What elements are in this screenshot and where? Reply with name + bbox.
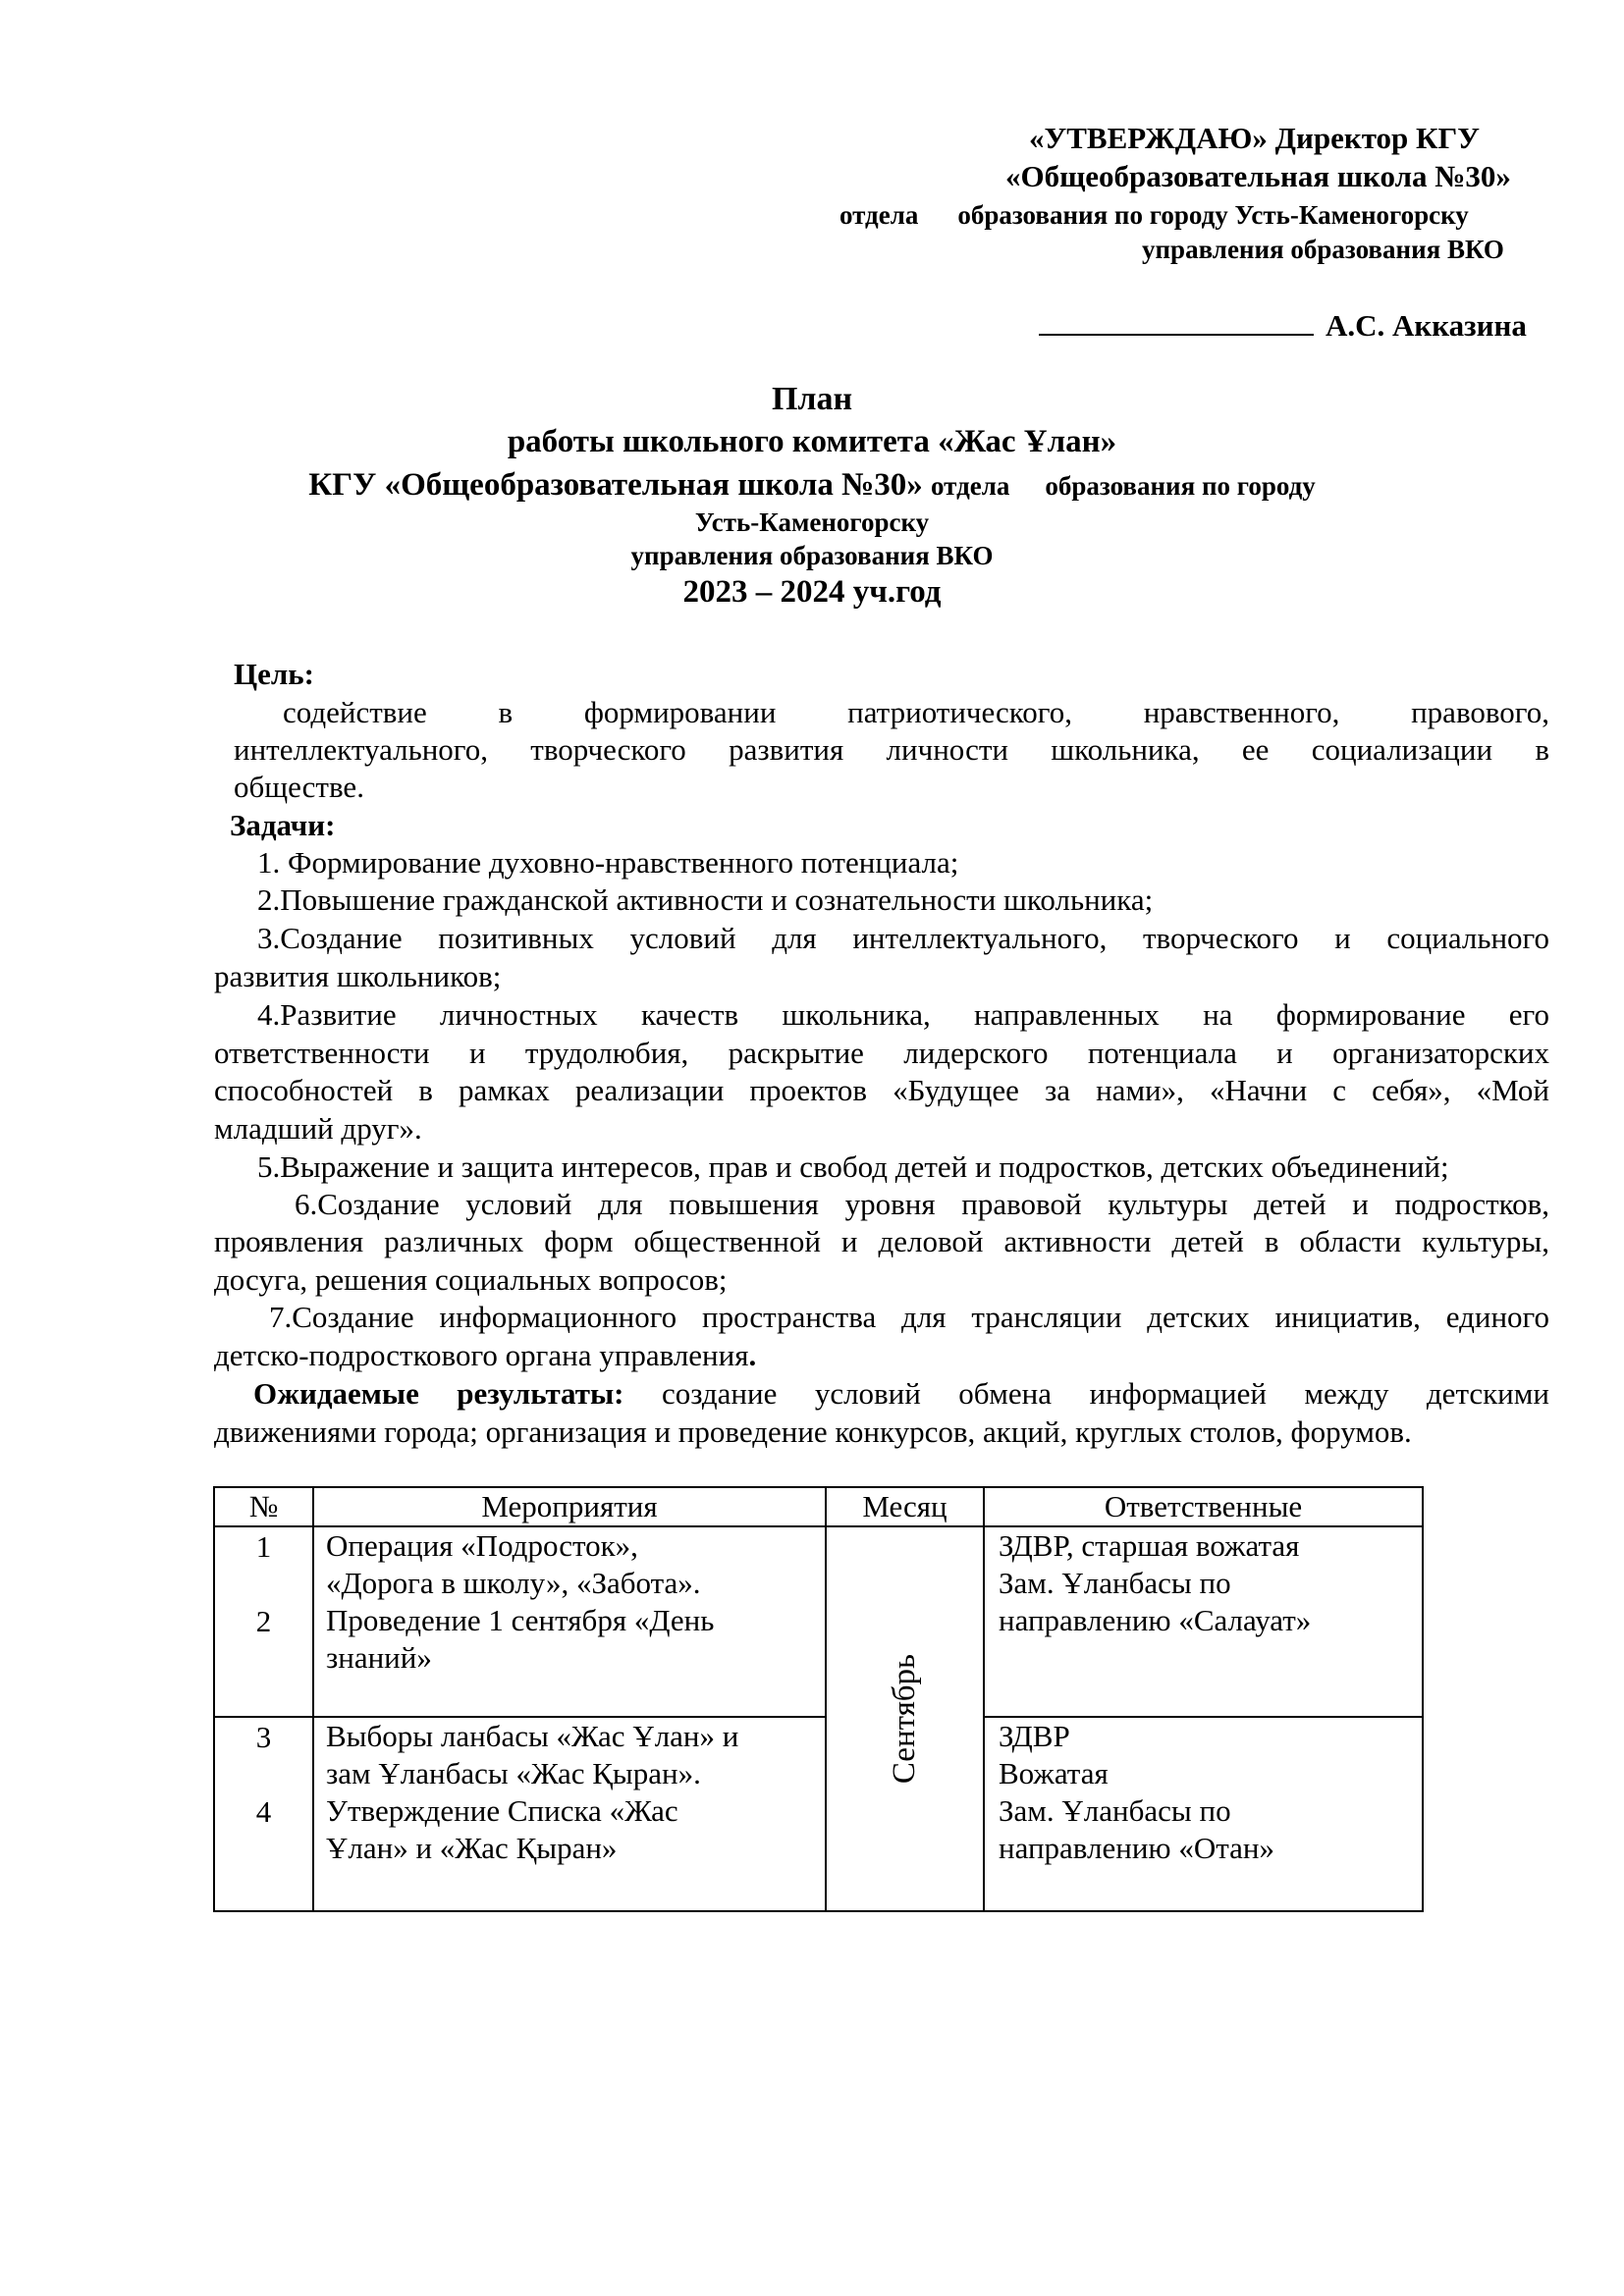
doc-title-year: 2023 – 2024 уч.год — [682, 574, 942, 610]
responsible-text: ЗДВР, старшая вожатая — [999, 1528, 1300, 1563]
doc-title-line-5: управления образования ВКО — [630, 541, 994, 570]
doc-title-line-4: Усть-Каменогорску — [694, 507, 930, 537]
task-4-line-1: 4.Развитие личностных качеств школьника, направленных на формирование его — [257, 997, 1549, 1032]
tasks-heading: Задачи: — [230, 808, 336, 842]
results-line-2: движениями города; организация и проведение конкурсов, акций, круглых столов, форумов. — [214, 1415, 1412, 1449]
row-number: 3 — [255, 1720, 272, 1754]
results-heading: Ожидаемые результаты: — [253, 1376, 624, 1411]
event-text: зам Ұланбасы «Жас Қыран». — [326, 1756, 701, 1790]
results-text-1: создание условий обмена информацией между детскими — [623, 1376, 1549, 1411]
row-events — [313, 1526, 826, 1717]
results-line-1 — [253, 1375, 1549, 1413]
event-text: знаний» — [326, 1640, 432, 1675]
task-7-line-2-dot: . — [748, 1338, 757, 1372]
task-6-line-3: досуга, решения социальных вопросов; — [214, 1262, 728, 1297]
doc-title-line-3c: образования по городу — [1045, 471, 1316, 501]
approval-line-3 — [839, 200, 1469, 231]
task-5: 5.Выражение и защита интересов, прав и свобод детей и подростков, детских объединений; — [257, 1149, 1449, 1184]
responsible-text: направлению «Отан» — [999, 1831, 1274, 1865]
approval-line-2: «Общеобразовательная школа №30» — [1005, 159, 1511, 193]
signer-name: А.С. Акказина — [1326, 308, 1527, 343]
event-text: Утверждение Списка «Жас — [326, 1793, 678, 1828]
header-responsible: Ответственные — [984, 1487, 1423, 1526]
month-cell — [826, 1526, 984, 1911]
approval-line-4: управления образования ВКО — [1142, 235, 1504, 264]
goal-heading: Цель: — [234, 657, 314, 691]
header-number: № — [214, 1487, 313, 1526]
plan-table — [213, 1486, 1424, 1912]
row-spacer — [216, 1566, 311, 1603]
approval-line-3a: отдела — [839, 200, 919, 230]
doc-title-line-2: работы школьного комитета «Жас Ұлан» — [507, 424, 1117, 459]
goal-text-line-2: интеллектуального, творческого развития личности школьника, ее социализации в — [234, 732, 1549, 767]
doc-title: План — [771, 381, 853, 417]
row-number: 1 — [255, 1529, 272, 1564]
row-spacer — [216, 1756, 311, 1793]
responsible-text: Вожатая — [999, 1756, 1109, 1790]
task-4-line-4: младший друг». — [214, 1111, 422, 1146]
row-responsible — [984, 1526, 1423, 1717]
task-7-line-1: 7.Создание информационного пространства для трансляции детских инициатив, единого — [269, 1300, 1549, 1334]
task-6-line-2: проявления различных форм общественной и деловой активности детей в области культуры, — [214, 1224, 1549, 1258]
row-numbers — [214, 1526, 313, 1717]
header-month: Месяц — [826, 1487, 984, 1526]
responsible-text: Зам. Ұланбасы по — [999, 1566, 1231, 1600]
row-responsible — [984, 1717, 1423, 1911]
table-row — [214, 1526, 1423, 1717]
doc-title-line-3b: отдела — [931, 471, 1010, 501]
event-text: Операция «Подросток», — [326, 1528, 638, 1563]
doc-title-line-3 — [0, 467, 1624, 504]
task-7-line-2-text: детско-подросткового органа управления — [214, 1338, 749, 1372]
approval-line-3b: образования по городу Усть-Каменогорску — [957, 200, 1469, 230]
approval-signature — [1039, 306, 1527, 344]
row-events — [313, 1717, 826, 1911]
task-4-line-3: способностей в рамках реализации проектов «Будущее за нами», «Начни с себя», «Мой — [214, 1073, 1549, 1107]
signature-line — [1039, 306, 1314, 336]
header-events: Мероприятия — [313, 1487, 826, 1526]
responsible-text: направлению «Салауат» — [999, 1603, 1312, 1637]
month-label: Сентябрь — [887, 1653, 923, 1785]
goal-text-line-3: обществе. — [234, 770, 364, 804]
row-number: 2 — [255, 1604, 272, 1638]
responsible-text: Зам. Ұланбасы по — [999, 1793, 1231, 1828]
row-numbers — [214, 1717, 313, 1911]
event-text: Ұлан» и «Жас Қыран» — [326, 1831, 618, 1865]
event-text: Проведение 1 сентября «День — [326, 1603, 715, 1637]
task-6-line-1: 6.Создание условий для повышения уровня правовой культуры детей и подростков, — [295, 1187, 1549, 1221]
event-text: Выборы ланбасы «Жас Ұлан» и — [326, 1719, 739, 1753]
task-7-line-2 — [214, 1337, 756, 1374]
task-2: 2.Повышение гражданской активности и сознательности школьника; — [257, 882, 1154, 917]
task-1: 1. Формирование духовно-нравственного потенциала; — [257, 845, 959, 880]
task-3-line-1: 3.Создание позитивных условий для интеллектуального, творческого и социального — [257, 921, 1549, 955]
responsible-text: ЗДВР — [999, 1719, 1070, 1753]
table-row — [214, 1717, 1423, 1911]
row-number: 4 — [255, 1794, 272, 1829]
goal-text-line-1: содействие в формировании патриотического, нравственного, правового, — [283, 695, 1549, 729]
task-4-line-2: ответственности и трудолюбия, раскрытие лидерского потенциала и организаторских — [214, 1036, 1549, 1070]
event-text: «Дорога в школу», «Забота». — [326, 1566, 701, 1600]
table-header-row — [214, 1487, 1423, 1526]
doc-title-line-3a: КГУ «Общеобразовательная школа №30» — [308, 467, 923, 503]
approval-line-1: «УТВЕРЖДАЮ» Директор КГУ — [1029, 121, 1480, 155]
task-3-line-2: развития школьников; — [214, 959, 502, 993]
